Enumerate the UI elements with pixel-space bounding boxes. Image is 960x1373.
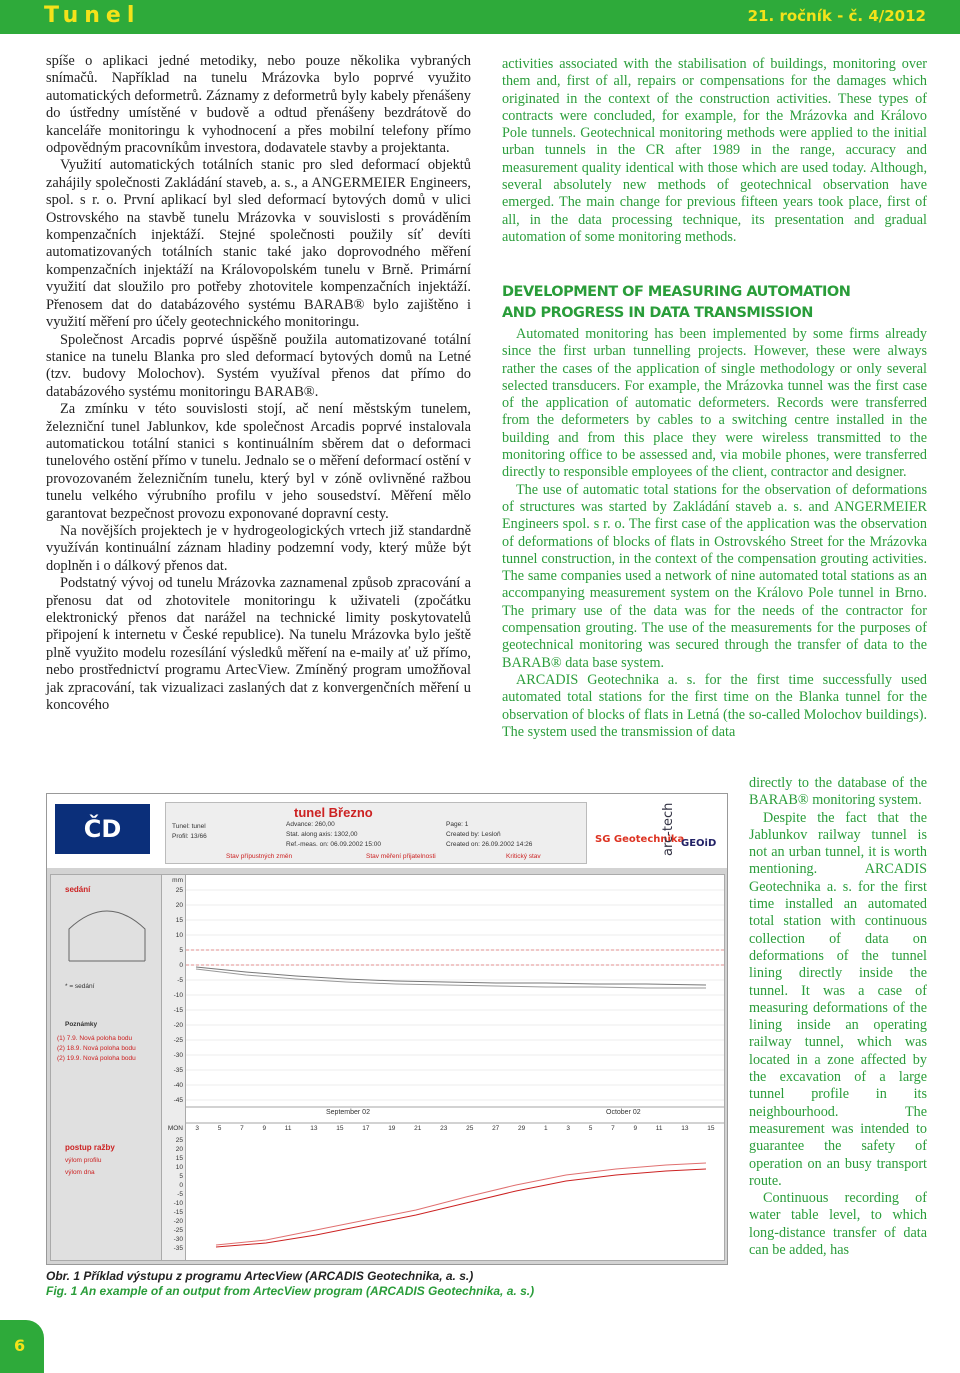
axis-tick: -10 [173,992,183,999]
axis-tick: -35 [173,1067,183,1074]
narrow-column [749,775,927,1259]
day-tick: 15 [707,1125,715,1132]
paragraph: Na novějších projektech je v hydrogeologických vrtech již standardně využíván kontinuální záznam hladiny podzemní vody, který může být doplněn i o dálkový přenos dat. [46,522,471,574]
info-left-1: Profil: 13/66 [172,833,207,840]
settlement-chart [185,874,725,1261]
info-right-1: Created by: Lesloň [446,831,501,838]
notes-title: Poznámky [65,1021,98,1028]
side-legend: * = sedání [65,983,95,990]
day-tick: 15 [336,1125,344,1132]
axis-tick: 20 [175,1146,183,1153]
day-tick: 11 [284,1125,292,1132]
day-ticks [186,1125,724,1132]
day-tick: 23 [440,1125,448,1132]
tab-2: Kritický stav [506,853,541,860]
day-tick: 21 [414,1125,422,1132]
cd-logo: ČD [55,804,150,854]
axis-tick: -5 [177,1191,183,1198]
axis-tick: -15 [173,1209,183,1216]
tab-0: Stav přípustných změn [226,853,293,860]
issue-label: 21. ročník - č. 4/2012 [747,7,926,25]
paragraph: Za zmínku v této souvislosti stojí, ač není městským tunelem, železniční tunel Jablunkov, kde společnost Arcadis poprvé instalovala automatickou totální stanici s kontinuálním sběrem dat o deformaci tunelového ostění přímo v tunelu. Jednalo se o měření deformací ostění v provozovaném železničním tunelu, který byl v zóně ovlivněné ražbou tunelu velkého výrubního profilu v jeho sousedství. Měření mělo garantovat bezpečnost provozu exponované dopravní cesty. [46,401,471,522]
day-tick: 11 [655,1125,663,1132]
section-heading [502,282,927,324]
axis-tick: -25 [173,1227,183,1234]
info-right-0: Page: 1 [446,821,469,828]
axis-tick: 15 [175,917,183,924]
day-tick: 27 [492,1125,500,1132]
day-tick: 1 [544,1125,548,1132]
axis-tick: 20 [175,902,183,909]
paragraph: ARCADIS Geotechnika a. s. for the first time successfully used automated total stations for the first time on the Blanka tunnel for the observation of blocks of flats in Letná (the so-called Molochov buildings). The system used the transmission of data [502,671,927,740]
lower-item-0: výlom profilu [65,1157,102,1164]
paragraph: Automated monitoring has been implemented by some firms already since the first urban tunnelling projects. However, these were always rather the cases of the application of single methodology or only several selected transducers. For example, the Mrázovka tunnel was the first case of the application of automatic deformeters. Records were transferred from the deformeters by cables to a switching centre installed in the building and from this place they were wireless transmitted to the monitoring office to be assessed and, via mobile phones, were transferred directly to responsible employees of the client, contractor and designer. [502,326,927,481]
day-tick: 5 [217,1125,222,1132]
caption-english: Fig. 1 An example of an output from ArtecView program (ARCADIS Geotechnika, a. s.) [46,1284,535,1298]
axis-tick: -40 [173,1082,183,1089]
figure-header [47,794,727,868]
y-axis [161,874,187,1261]
note-1: (2) 18.9. Nová poloha bodu [57,1045,136,1052]
axis-tick: 15 [175,1155,183,1162]
day-tick: 13 [310,1125,318,1132]
day-tick: 25 [466,1125,474,1132]
info-mid-2: Ref.-meas. on: 06.09.2002 15:00 [286,841,382,848]
axis-tick: -10 [173,1200,183,1207]
axis-tick: 25 [175,1137,183,1144]
paragraph: Společnost Arcadis poprvé úspěšně použila automatizované totální stanice na tunelu Blanka pro sled deformací bytových domů na Letné (tzv. budovy Molochov). Systém využíval přenos dat přímo do databázového systému monitoringu BARAB®. [46,331,471,400]
figure-artecview [46,793,728,1265]
axis-tick: -15 [173,1007,183,1014]
axis-tick: -20 [173,1022,183,1029]
axis-tick: 5 [179,1173,183,1180]
figure-caption [46,1269,726,1299]
lower-item-1: výlom dna [65,1169,95,1176]
axis-tick: 0 [179,962,183,969]
paragraph: activities associated with the stabilisation of buildings, monitoring over them and, first of all, repairs or compensations for the damages which originated in the context of the construction activities. These types of contracts were concluded, for example, for the Mrázovka and Královo Pole tunnels. Geotechnical monitoring methods were applied to the initial urban tunnels in the CR after 1989 in the range, accuracy and measurement quality identical with those which are used today. Although, several absolutely new methods of geotechnical observation have emerged. The main change for previous fifteen years took place, first of all, in the data processing technique, its presentation and gradual automation of some monitoring methods. [502,56,927,245]
day-tick: 13 [681,1125,689,1132]
month-label: September 02 [326,1109,370,1116]
tunnel-title: tunel Březno [294,805,373,820]
info-mid-1: Stat. along axis: 1302,00 [286,831,358,838]
axis-tick: 10 [175,1164,183,1171]
axis-tick: 0 [179,1182,183,1189]
paragraph: directly to the database of the BARAB® monitoring system. [749,775,927,809]
right-column-intro [502,56,927,246]
day-tick: 17 [362,1125,370,1132]
axis-tick: -30 [173,1236,183,1243]
caption-czech: Obr. 1 Příklad výstupu z programu ArtecView (ARCADIS Geotechnika, a. s.) [46,1269,474,1283]
note-0: (1) 7.9. Nová poloha bodu [57,1035,133,1042]
lower-title: postup ražby [65,1143,115,1152]
paragraph: spíše o aplikaci jedné metodiky, nebo pouze několika vybraných snímačů. Například na tunelu Mrázovka bylo poprvé využito automatických deformetrů. Záznamy z deformetrů byly kabely přenášeny do ústředny umístěné v budově a odtud přenášeny bezdrátově do kanceláře monitoringu k vyhodnocení a přes mobilní telefony přímo odpovědným pracovníkům investora, dodavatele stavby a projektanta. [46,53,471,157]
journal-logo: Tunel [44,3,141,28]
left-column-text [46,53,471,714]
geoid-logo: GEOiD [681,838,717,849]
paragraph: Continuous recording of water table level, to which long-distance transfer of data can be added, has [749,1190,927,1259]
day-tick: 29 [518,1125,526,1132]
month-label: October 02 [606,1109,641,1116]
day-tick: 9 [633,1125,638,1132]
sg-geotechnika-logo: SG Geotechnika [595,834,685,845]
axis-tick: -35 [173,1245,183,1252]
axis-tick: -30 [173,1052,183,1059]
axis-mon: MON [167,1125,183,1132]
day-tick: 3 [566,1125,570,1132]
axis-tick: -5 [177,977,183,984]
paragraph: Despite the fact that the Jablunkov railway tunnel is not an urban tunnel, it is worth mentioning. ARCADIS Geotechnika a. s. for the first time installed an automated total station with continuous collection of data on deformations of the tunnel lining directly inside the tunnel. It was a case of measuring deformations of the lining inside an operating railway tunnel, which was located in a zone affected by the excavation of a large tunnel profile in its neighbourhood. The measurement was intended to guarantee the safety of operation on an busy transport route. [749,809,927,1189]
paragraph: Využití automatických totálních stanic pro sled deformací objektů zahájily společnosti Zakládání staveb, a. s., a ANGERMEIER Engineers, spol. s r. o. První aplikací byl sled deformací bytových domů v ulici Ostrovského na stavbě tunelu Mrázovka v souvislosti s prováděním kompenzačních injektáží. Stejné společnosti použily síť devíti automatizovaných totálních stanic také jako doprovodného měření kompenzačních injektáží na Královopolském tunelu v Brně. Primární využití dat sloužilo pro potřeby zhotovitele kompenzačních injektáží. Přenosem dat do databázového systému BARAB® bylo zajištěno i využití měření pro účely geotechnického monitoringu. [46,157,471,331]
page-number: 6 [14,1336,26,1355]
axis-tick: 5 [179,947,183,954]
info-panel [165,802,587,864]
paragraph: The use of automatic total stations for the observation of deformations of structures was started by Zakládání staveb a. s. and ANGERMEIER Engineers spol. s r. o. The first case of the application was the observation of deformations of blocks of flats in Ostrovského Street for the Mrázovka tunnel construction, in the context of the compensation grouting activities. The same companies used a network of nine automated total stations as an accompanying measurement system on the Královo Pole tunnel in Brno. The primary use of the data was for the needs of the contractor for compensation grouting. The use of the measurements for the purposes of geotechnical monitoring was secured through the transfer of data to the BARAB® data base system. [502,481,927,671]
side-title: sedání [65,885,91,894]
tab-1: Stav měření přijatelnosti [366,853,436,860]
right-column-body [502,326,927,741]
paragraph: Podstatný vývoj od tunelu Mrázovka zaznamenal způsob zpracování a přenosu dat od zhotovitele monitoringu k uživateli (zpočátku elektronický přenos dat narážel na technické limity poskytovatelů připojení k internetu v České republice). Na tunelu Mrázovka bylo ještě plně využito modelu rozesílání výsledků měření na e-maily ať už přímo, nebo prostřednictví programu ArtecView. Zmíněný program umožňoval jak zpracování, tak vizualizaci zaslaných dat z konvergenčních měření u koncového [46,575,471,714]
info-left-0: Tunel: tunel [172,823,206,830]
figure-sidebar [50,874,162,1261]
axis-tick: 10 [175,932,183,939]
day-tick: 7 [240,1125,244,1132]
axis-tick: -20 [173,1218,183,1225]
chart-svg [186,875,724,1260]
day-tick: 19 [388,1125,396,1132]
heading-line: DEVELOPMENT OF MEASURING AUTOMATION [502,284,851,300]
axis-tick: -45 [173,1097,183,1104]
day-tick: 9 [262,1125,267,1132]
brand-block [595,798,720,862]
info-right-2: Created on: 26.09.2002 14:26 [446,841,533,848]
axis-tick: -25 [173,1037,183,1044]
axis-tick: 25 [175,887,183,894]
day-tick: 5 [588,1125,593,1132]
day-tick: 7 [611,1125,615,1132]
heading-line: AND PROGRESS IN DATA TRANSMISSION [502,305,813,321]
day-tick: 3 [195,1125,199,1132]
note-2: (2) 19.9. Nová poloha bodu [57,1055,136,1062]
axis-unit: mm [172,877,183,884]
arc-tech-logo: arc-tech [661,802,676,856]
info-mid-0: Advance: 260,00 [286,821,335,828]
profile-diagram [59,899,155,969]
